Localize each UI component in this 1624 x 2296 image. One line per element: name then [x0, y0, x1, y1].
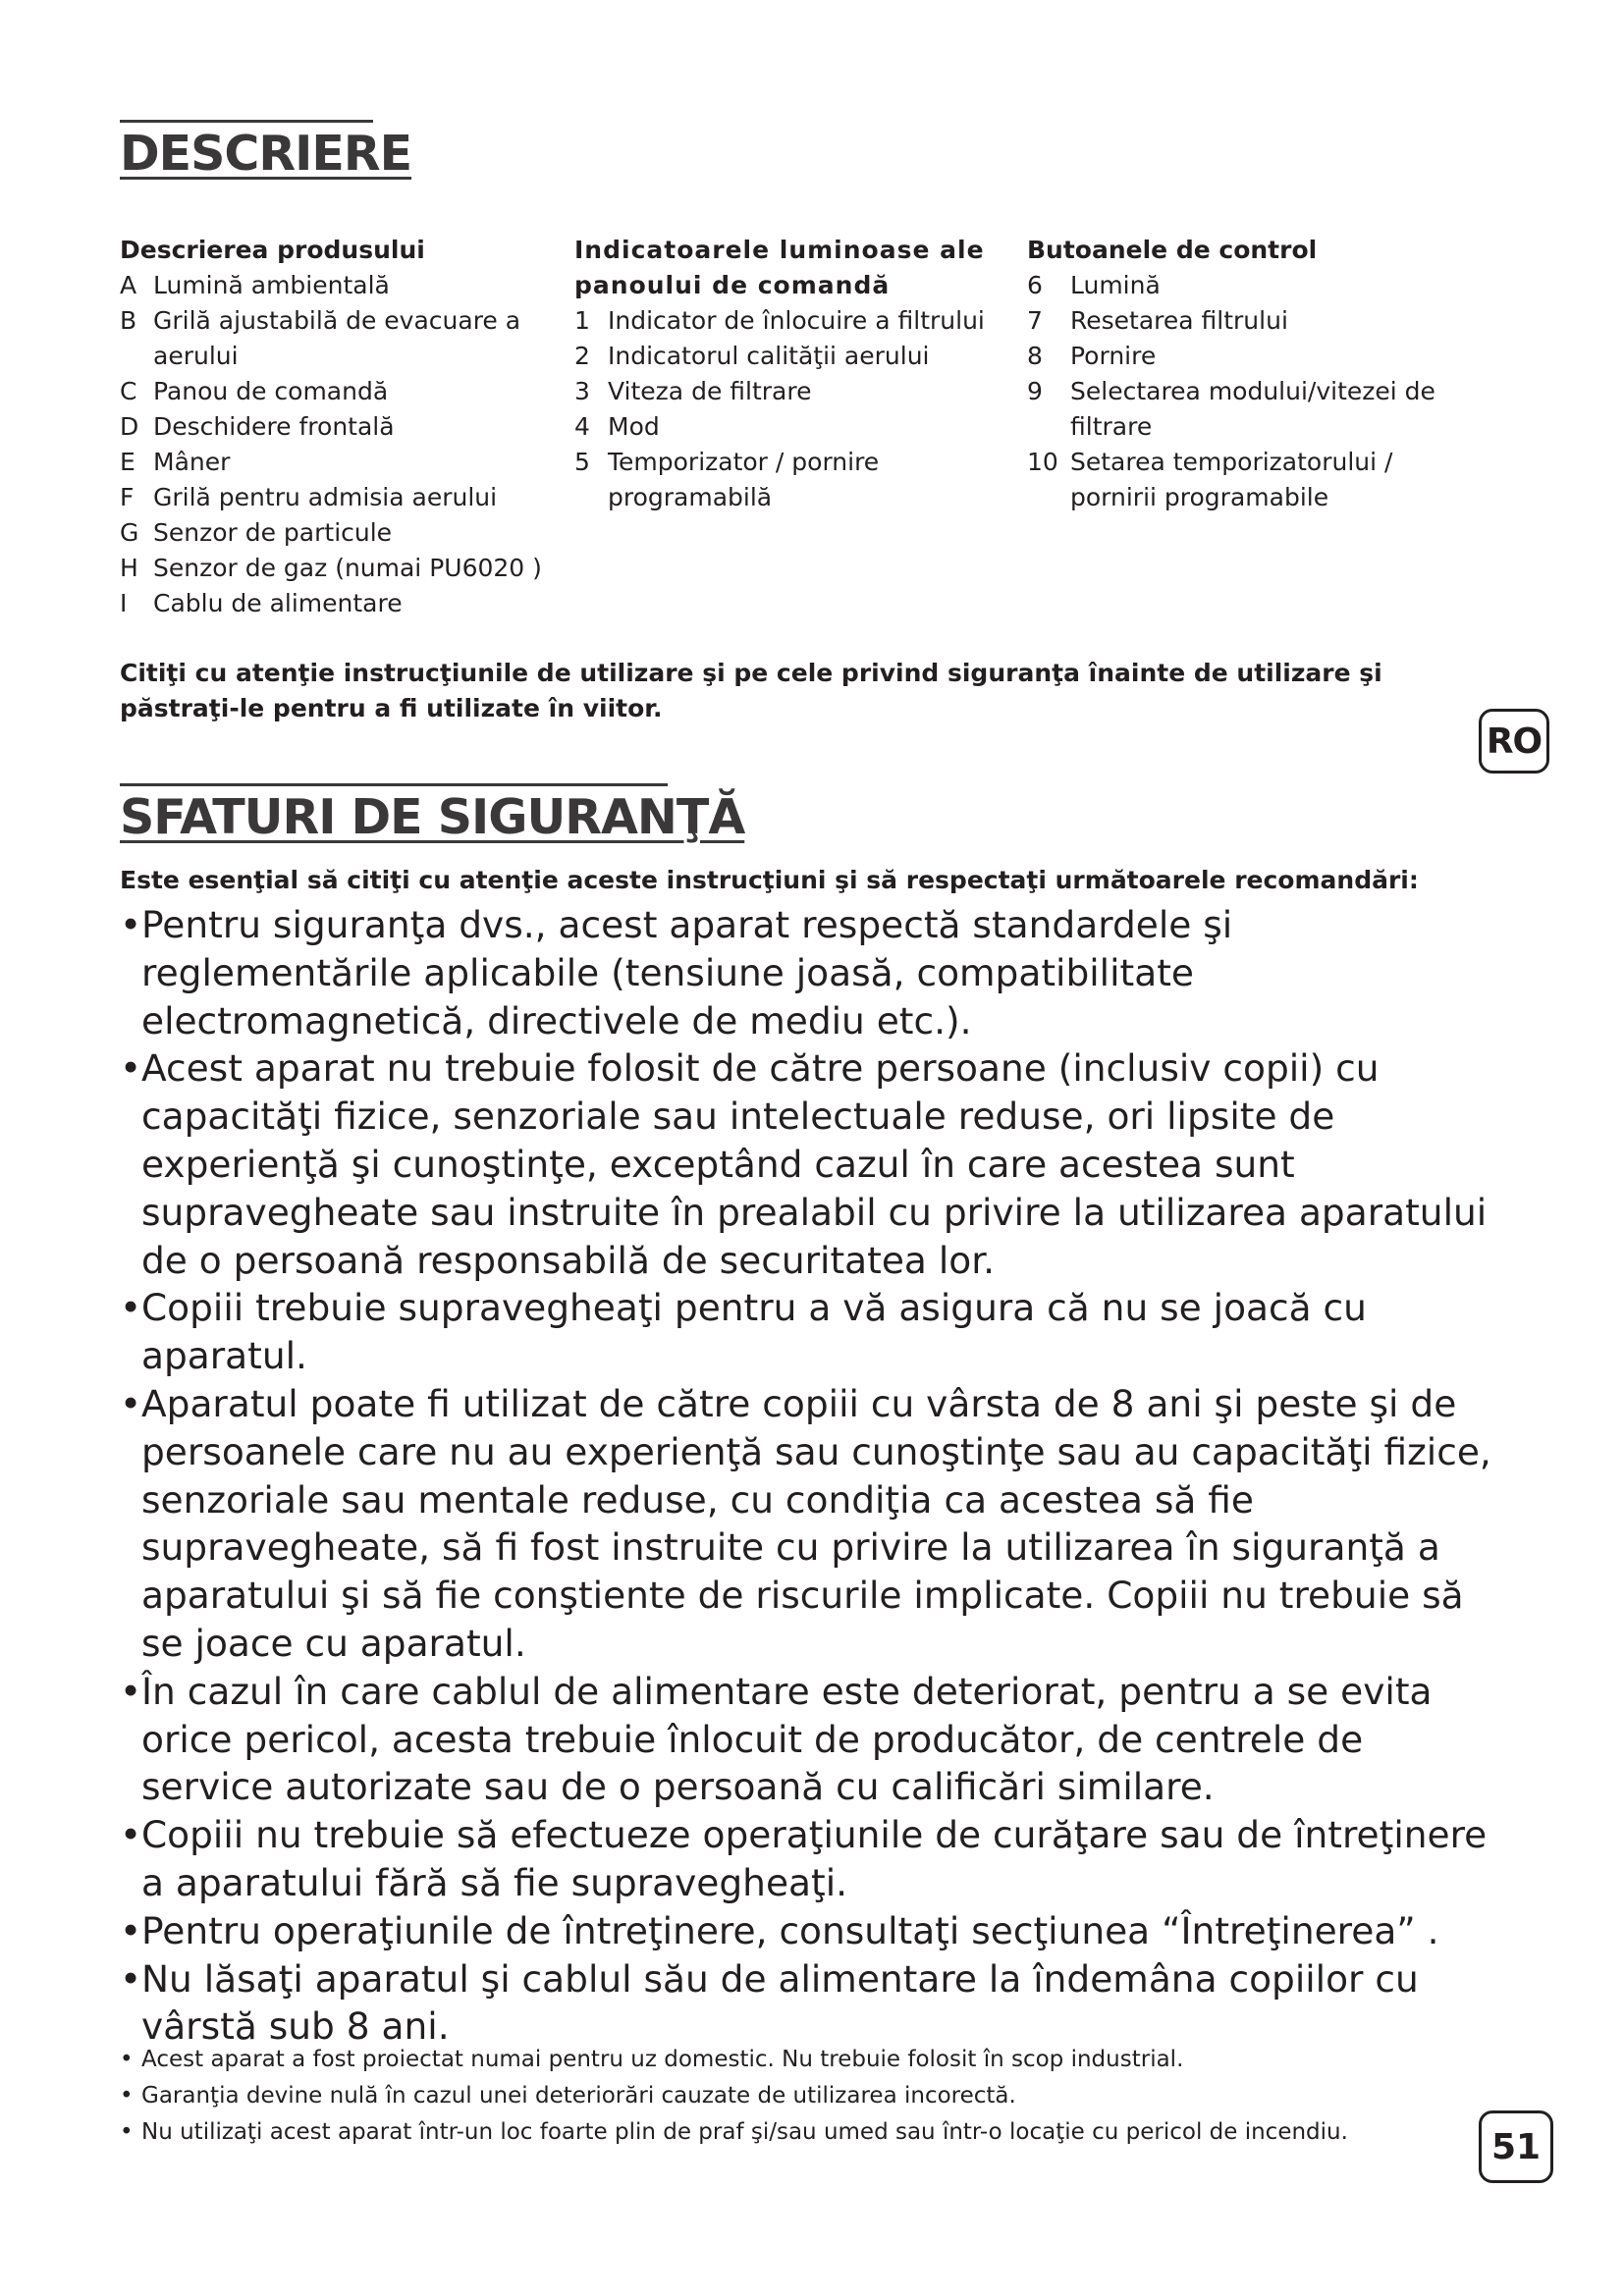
list-item: 9 Selectarea modului/vitezei de filtrare [1027, 377, 1435, 441]
read-instructions-notice: Citiţi cu atenţie instrucţiunile de utilizare şi pe cele privind siguranţa înainte de utilizare şi păstraţi-le pentru a fi utilizate în viitor. [120, 659, 1382, 722]
list-item: • Acest aparat nu trebuie folosit de către persoane (inclusiv copii) cu capacităţi fizice, senzoriale sau intelectuale reduse, ori lipsite de experienţă şi cunoştinţe, exceptând cazul în care acestea sunt supravegheate sau instruite în prealabil cu privire la utilizarea aparatului de o persoană responsabilă de securitatea lor. [120, 1044, 1494, 1284]
list-item: 5 Temporizator / pornire programabilă [574, 448, 880, 511]
list-item: D Deschidere frontală [120, 412, 395, 441]
indicator-lights-column [574, 233, 1006, 515]
list-item: • Pentru operaţiunile de întreţinere, consultaţi secţiunea “Întreţinerea” . [120, 1907, 1494, 1955]
list-item: G Senzor de particule [120, 518, 393, 547]
indicator-lights-heading: Indicatoarele luminoase ale panoului de comandă [574, 236, 985, 299]
safety-intro: Este esenţial să citiţi cu atenţie aceste instrucţiuni şi să respectaţi următoarele recomandări: [120, 866, 1419, 894]
list-item: • Pentru siguranţa dvs., acest aparat respectă standardele şi reglementările aplicabile (tensiune joasă, compatibilitate electromagnetică, directivele de mediu etc.). [120, 901, 1494, 1044]
product-description-heading: Descrierea produsului [120, 236, 425, 264]
list-item: • În cazul în care cablul de alimentare este deteriorat, pentru a se evita orice pericol, acesta trebuie înlocuit de producător, de centrele de service autorizate sau de o persoană cu calificări similare. [120, 1668, 1494, 1811]
list-item: 1 Indicator de înlocuire a filtrului [574, 306, 985, 335]
list-item: • Nu lăsaţi aparatul şi cablul său de alimentare la îndemâna copiilor cu vârstă sub 8 ani. [120, 1955, 1494, 2052]
list-item: • Acest aparat a fost proiectat numai pentru uz domestic. Nu trebuie folosit în scop industrial. [120, 2042, 1494, 2078]
section-title-descriere: DESCRIERE [120, 130, 411, 178]
language-badge: RO [1479, 709, 1549, 774]
list-item: • Nu utilizaţi acest aparat într-un loc foarte plin de praf şi/sau umed sau într-o locaţie cu pericol de incendiu. [120, 2114, 1494, 2151]
page-number: 51 [1479, 2110, 1553, 2183]
list-item: C Panou de comandă [120, 377, 389, 405]
list-item: 6 Lumină [1027, 271, 1161, 299]
product-description-column [120, 233, 552, 621]
section-title-sfaturi: SFATURI DE SIGURANŢĂ [120, 793, 744, 841]
list-item: 3 Viteza de filtrare [574, 377, 812, 405]
list-item: A Lumină ambientală [120, 271, 390, 299]
list-item: 8 Pornire [1027, 342, 1157, 370]
list-item: 4 Mod [574, 412, 660, 441]
list-item: H Senzor de gaz (numai PU6020 ) [120, 554, 542, 582]
list-item: F Grilă pentru admisia aerului [120, 483, 498, 511]
safety-bullets [120, 901, 1494, 2051]
list-item: 10 Setarea temporizatorului / pornirii programabile [1027, 448, 1393, 511]
list-item: I Cablu de alimentare [120, 589, 403, 617]
list-item: • Copiii nu trebuie să efectueze operaţiunile de curăţare sau de întreţinere a aparatului fără să fie supravegheaţi. [120, 1811, 1494, 1907]
list-item: 7 Resetarea filtrului [1027, 306, 1288, 335]
list-item: B Grilă ajustabilă de evacuare a aerului [120, 306, 521, 370]
control-buttons-heading: Butoanele de control [1027, 236, 1318, 264]
safety-small-bullets [120, 2042, 1494, 2151]
list-item: • Aparatul poate fi utilizat de către copiii cu vârsta de 8 ani şi peste şi de persoanele care nu au experienţă sau cunoştinţe sau au capacităţi fizice, senzoriale sau mentale reduse, cu condiţia ca acestea să fie supravegheate, să fi fost instruite cu privire la utilizarea în siguranţă a aparatului şi să fie conştiente de riscurile implicate. Copiii nu trebuie să se joace cu aparatul. [120, 1380, 1494, 1668]
list-item: • Garanţia devine nulă în cazul unei deteriorări cauzate de utilizarea incorectă. [120, 2078, 1494, 2114]
control-buttons-column [1027, 233, 1459, 515]
list-item: • Copiii trebuie supravegheaţi pentru a vă asigura că nu se joacă cu aparatul. [120, 1284, 1494, 1380]
list-item: E Mâner [120, 448, 231, 476]
list-item: 2 Indicatorul calităţii aerului [574, 342, 930, 370]
